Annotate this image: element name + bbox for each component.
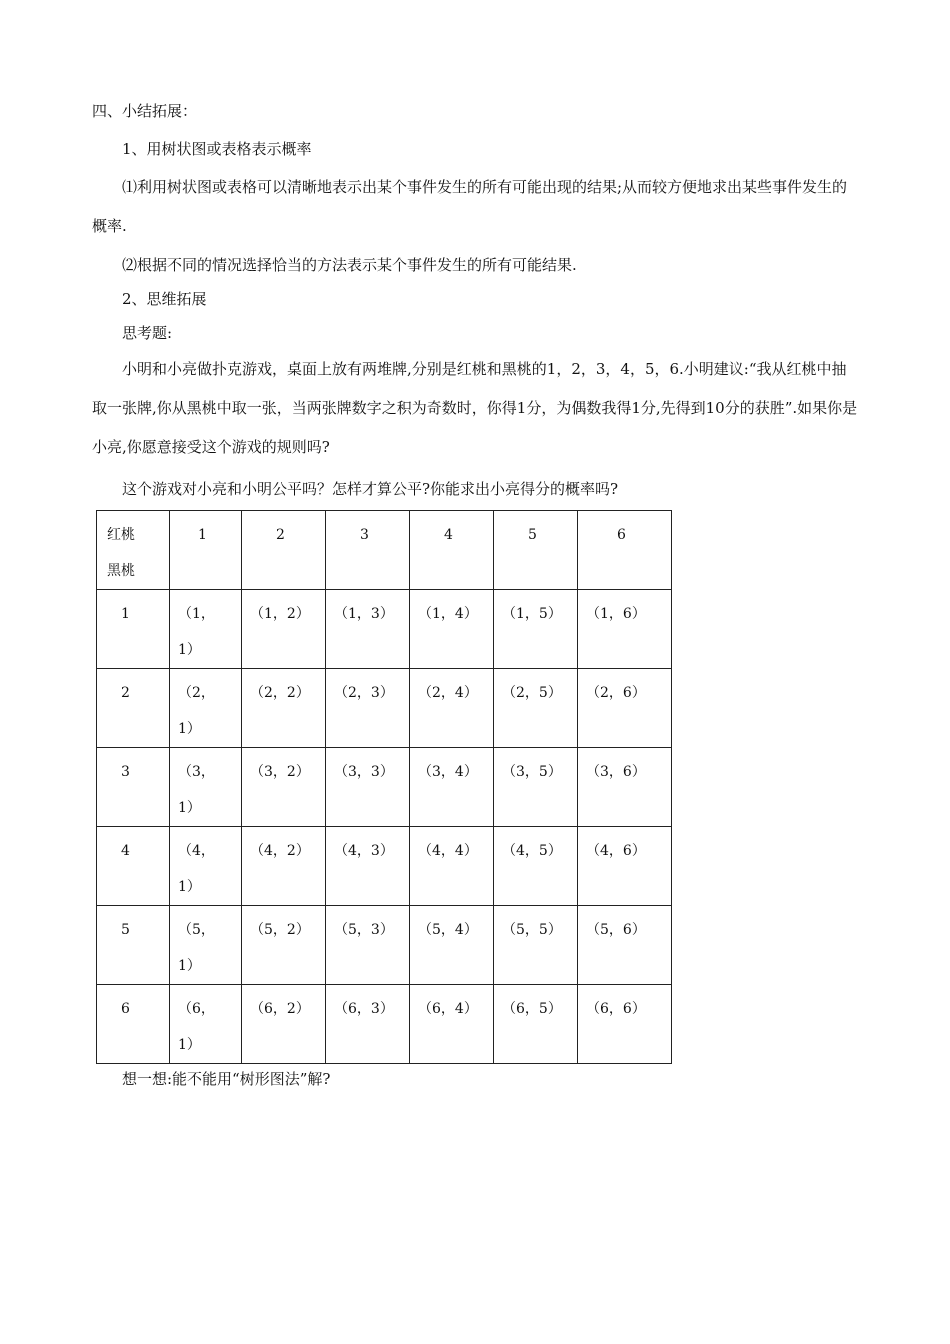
cell-value: （6，5） — [502, 1001, 562, 1017]
cell-value: （3，6） — [586, 764, 646, 780]
table-row — [97, 827, 672, 906]
table-cell — [494, 985, 578, 1064]
cell-value: （5，3） — [334, 922, 394, 938]
table-cell — [170, 827, 242, 906]
corner-label-red: 红桃 — [107, 527, 135, 543]
cell-value: （3，2） — [250, 764, 310, 780]
cell-value: （5，4） — [418, 922, 478, 938]
table-cell — [578, 669, 672, 748]
table-header-row — [97, 511, 672, 590]
table-cell — [410, 669, 494, 748]
row-header: 3 — [97, 748, 170, 827]
cell-value: （4，1） — [178, 843, 215, 895]
table-cell — [578, 590, 672, 669]
row-header: 6 — [97, 985, 170, 1064]
table-cell — [242, 985, 326, 1064]
table-cell — [326, 590, 410, 669]
column-header: 5 — [494, 511, 578, 590]
item1-point1: ⑴利用树状图或表格可以清晰地表示出某个事件发生的所有可能出现的结果;从而较方便地求出某些事件发生的概率. — [92, 178, 848, 235]
cell-value: （1，1） — [178, 606, 215, 658]
cell-value: （1，4） — [418, 606, 478, 622]
question-text: 这个游戏对小亮和小明公平吗？怎样才算公平?你能求出小亮得分的概率吗? — [122, 480, 619, 498]
table-row — [97, 669, 672, 748]
table-cell — [410, 748, 494, 827]
table-cell — [494, 590, 578, 669]
table-corner-cell — [97, 511, 170, 590]
table-cell — [170, 669, 242, 748]
table-cell — [242, 669, 326, 748]
followup-text: 想一想:能不能用“树形图法”解? — [122, 1070, 331, 1088]
table-cell — [242, 590, 326, 669]
item1-title: 1、用树状图或表格表示概率 — [122, 140, 312, 158]
table-cell — [326, 827, 410, 906]
think-label: 思考题: — [122, 324, 173, 342]
table-cell — [170, 985, 242, 1064]
cell-value: （5，2） — [250, 922, 310, 938]
cell-value: （6，4） — [418, 1001, 478, 1017]
cell-value: （4，3） — [334, 843, 394, 859]
table-cell — [494, 748, 578, 827]
outcome-table — [96, 510, 672, 1064]
table-cell — [326, 748, 410, 827]
section-title: 四、小结拓展： — [92, 102, 198, 120]
row-header: 4 — [97, 827, 170, 906]
row-header: 1 — [97, 590, 170, 669]
table-cell — [170, 906, 242, 985]
cell-value: （1，2） — [250, 606, 310, 622]
cell-value: （4，4） — [418, 843, 478, 859]
table-cell — [578, 906, 672, 985]
cell-value: （3，5） — [502, 764, 562, 780]
item2-title: 2、思维拓展 — [122, 290, 207, 308]
column-header: 3 — [326, 511, 410, 590]
table-cell — [578, 827, 672, 906]
table-cell — [242, 906, 326, 985]
cell-value: （2，5） — [502, 685, 562, 701]
cell-value: （2，3） — [334, 685, 394, 701]
table-cell — [326, 906, 410, 985]
table-cell — [578, 985, 672, 1064]
cell-value: （5，1） — [178, 922, 215, 974]
table-cell — [242, 827, 326, 906]
cell-value: （4，6） — [586, 843, 646, 859]
table-cell — [410, 906, 494, 985]
cell-value: （1，6） — [586, 606, 646, 622]
cell-value: （2，6） — [586, 685, 646, 701]
cell-value: （2，2） — [250, 685, 310, 701]
cell-value: （6，1） — [178, 1001, 215, 1053]
cell-value: （4，5） — [502, 843, 562, 859]
cell-value: （1，5） — [502, 606, 562, 622]
table-cell — [242, 748, 326, 827]
cell-value: （4，2） — [250, 843, 310, 859]
cell-value: （2，4） — [418, 685, 478, 701]
table-cell — [410, 590, 494, 669]
cell-value: （3，1） — [178, 764, 215, 816]
cell-value: （6，6） — [586, 1001, 646, 1017]
cell-value: （3，4） — [418, 764, 478, 780]
table-cell — [326, 669, 410, 748]
column-header: 4 — [410, 511, 494, 590]
table-row — [97, 906, 672, 985]
cell-value: （6，2） — [250, 1001, 310, 1017]
table-cell — [170, 590, 242, 669]
table-cell — [494, 827, 578, 906]
table-cell — [410, 827, 494, 906]
cell-value: （5，6） — [586, 922, 646, 938]
table-row — [97, 748, 672, 827]
corner-label-black: 黑桃 — [107, 563, 135, 579]
table-row — [97, 590, 672, 669]
row-header: 5 — [97, 906, 170, 985]
cell-value: （2，1） — [178, 685, 215, 737]
cell-value: （3，3） — [334, 764, 394, 780]
row-header: 2 — [97, 669, 170, 748]
table-cell — [410, 985, 494, 1064]
column-header: 2 — [242, 511, 326, 590]
cell-value: （1，3） — [334, 606, 394, 622]
table-cell — [326, 985, 410, 1064]
table-cell — [170, 748, 242, 827]
table-row — [97, 985, 672, 1064]
item1-point2: ⑵根据不同的情况选择恰当的方法表示某个事件发生的所有可能结果. — [122, 256, 577, 274]
table-cell — [578, 748, 672, 827]
problem-text: 小明和小亮做扑克游戏，桌面上放有两堆牌,分别是红桃和黑桃的1，2，3，4，5，6.小明建议:“我从红桃中抽取一张牌,你从黑桃中取一张，当两张牌数字之积为奇数时，你得1分，为偶数我得1分,先得到10分的获胜”.如果你是小亮,你愿意接受这个游戏的规则吗? — [92, 360, 858, 456]
table-cell — [494, 906, 578, 985]
table-cell — [494, 669, 578, 748]
cell-value: （5，5） — [502, 922, 562, 938]
column-header: 6 — [578, 511, 672, 590]
cell-value: （6，3） — [334, 1001, 394, 1017]
column-header: 1 — [170, 511, 242, 590]
